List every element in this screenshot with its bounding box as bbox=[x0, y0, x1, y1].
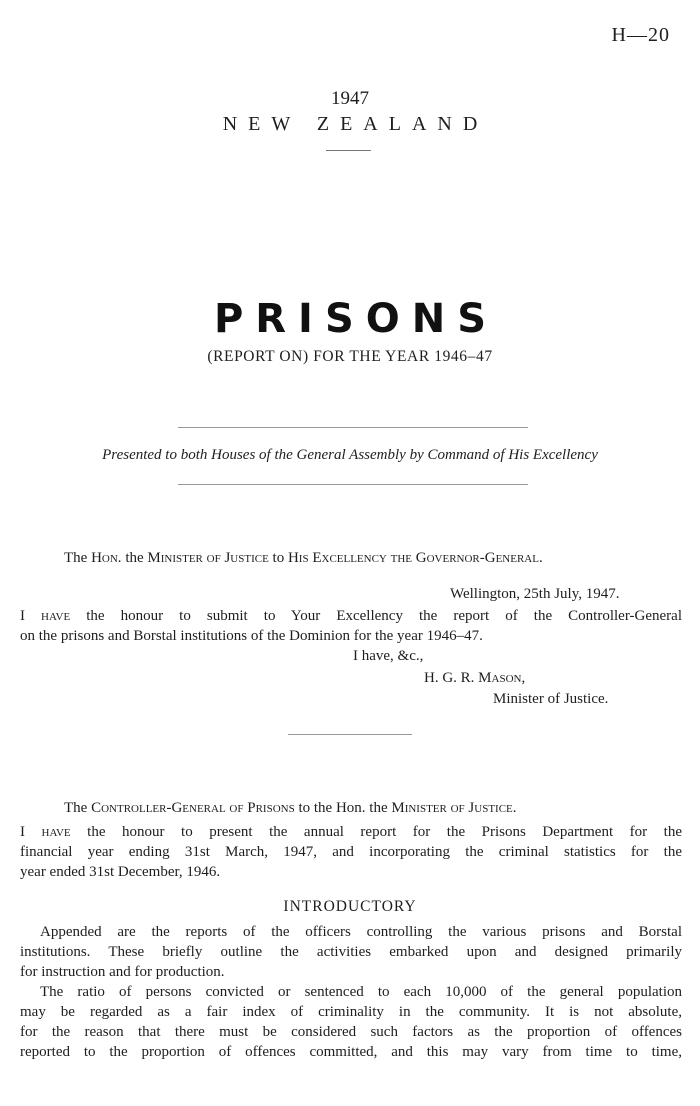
opening-words: I have bbox=[20, 824, 71, 840]
letter2-line: financial year ending 31st March, 1947, and incorporating the criminal statistics for the bbox=[20, 844, 682, 860]
addressee-part: Minister of Justice bbox=[391, 800, 513, 816]
header-divider bbox=[326, 150, 371, 151]
intro-line: for instruction and for production. bbox=[20, 964, 225, 980]
addressee-part: the bbox=[121, 550, 148, 566]
title-divider-bottom bbox=[178, 484, 528, 485]
intro-line: for the reason that there must be considered such factors as the proportion of offences bbox=[20, 1024, 682, 1040]
letter1-line bbox=[20, 608, 682, 625]
intro-line: institutions. These briefly outline the activities embarked upon and designed primarily bbox=[20, 944, 682, 960]
addressee-part: . bbox=[538, 550, 543, 566]
presented-statement: Presented to both Houses of the General Assembly by Command of His Excellency bbox=[102, 447, 598, 463]
intro-line: Appended are the reports of the officers controlling the various prisons and Borstal bbox=[40, 924, 682, 940]
letter1-closing: I have, &c., bbox=[353, 648, 424, 664]
letter2-line bbox=[20, 824, 682, 841]
addressee-part: The bbox=[64, 800, 92, 816]
letter2-line: year ended 31st December, 1946. bbox=[20, 864, 221, 880]
letter2-line-text: the honour to present the annual report for the Prisons Department for the bbox=[70, 824, 682, 840]
report-title: PRISONS bbox=[213, 296, 499, 342]
letter1-line-text: the honour to submit to Your Excellency the report of the Controller-General bbox=[70, 608, 682, 624]
addressee-part: to the Hon. the bbox=[294, 800, 392, 816]
opening-words: I have bbox=[20, 608, 71, 624]
letter1-line: on the prisons and Borstal institutions of the Dominion for the year 1946–47. bbox=[20, 628, 483, 644]
signatory-suffix: , bbox=[521, 670, 526, 686]
addressee-part: The bbox=[64, 550, 92, 566]
report-subtitle: (REPORT ON) FOR THE YEAR 1946–47 bbox=[207, 348, 493, 365]
section-divider bbox=[288, 734, 412, 735]
letter1-addressee bbox=[64, 550, 543, 567]
page-reference: H—20 bbox=[611, 24, 670, 46]
signatory-initials: H. G. R. bbox=[424, 670, 479, 686]
addressee-part: Hon. bbox=[91, 550, 122, 566]
letter2-addressee bbox=[64, 800, 517, 817]
letter1-signatory-title: Minister of Justice. bbox=[493, 691, 609, 707]
country-name: NEW ZEALAND bbox=[222, 113, 489, 135]
intro-line: The ratio of persons convicted or sentenced to each 10,000 of the general population bbox=[40, 984, 682, 1000]
letter1-date: Wellington, 25th July, 1947. bbox=[450, 586, 620, 602]
addressee-part: Minister of Justice bbox=[147, 550, 269, 566]
letter1-signatory bbox=[424, 670, 525, 687]
publication-year: 1947 bbox=[331, 88, 369, 109]
intro-line: reported to the proportion of offences committed, and this may vary from time to time, bbox=[20, 1044, 682, 1060]
introductory-heading: INTRODUCTORY bbox=[283, 898, 417, 915]
addressee-part: to bbox=[268, 550, 288, 566]
intro-line: may be regarded as a fair index of criminality in the community. It is not absolute, bbox=[20, 1004, 682, 1020]
signatory-surname: Mason bbox=[478, 670, 522, 686]
addressee-part: Controller-General of Prisons bbox=[91, 800, 295, 816]
addressee-part: His Excellency the Governor-General bbox=[287, 550, 539, 566]
title-divider-top bbox=[178, 427, 528, 428]
addressee-part: . bbox=[512, 800, 517, 816]
